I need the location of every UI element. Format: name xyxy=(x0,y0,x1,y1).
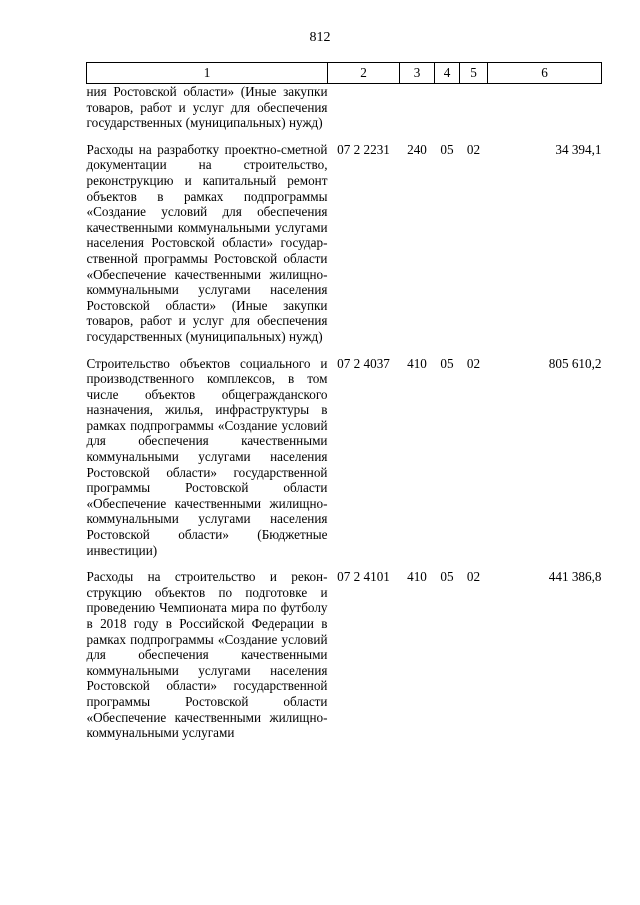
table-header-row xyxy=(87,63,602,84)
header-col-6: 6 xyxy=(488,63,602,84)
table-row xyxy=(87,142,602,356)
row-vr: 240 xyxy=(407,141,427,157)
row-description: Строительство объектов социального и производственного комплексов, в том числе объектов общегражданского назначения, жилья, инфраструктуры в рамках подпрограммы «Создание условий для обеспечения качественными коммунальными услугами населения Ростовской области» государственной программы Ростовской области «Обеспечение качественными жилищно-коммунальными услугами населения Ростовской области» (Бюджетные инвестиции) xyxy=(86,355,328,558)
row-amount: 805 610,2 xyxy=(548,355,602,371)
row-vr xyxy=(400,84,435,142)
row-code xyxy=(328,84,400,142)
header-col-5: 5 xyxy=(460,63,488,84)
header-col-4: 4 xyxy=(435,63,460,84)
table-row xyxy=(87,569,602,741)
row-rz: 05 xyxy=(440,569,454,585)
row-amount xyxy=(488,84,602,142)
row-pr xyxy=(460,84,488,142)
row-pr: 02 xyxy=(466,355,481,371)
row-code: 07 2 2231 xyxy=(337,141,390,157)
row-description: ния Ростовской области» (Иные закупки товаров, работ и услуг для обеспечения государственных (муниципальных) нужд) xyxy=(86,84,328,131)
budget-table xyxy=(86,62,602,741)
table-row xyxy=(87,356,602,570)
row-amount: 34 394,1 xyxy=(555,141,602,157)
row-description: Расходы на разработку проектно-сметной документации на строительство, реконструкцию и капитальный ремонт объектов в рамках подпрограммы «Создание условий для обеспечения качественными коммунальными услугами населения Ростовской области» государственной программы Ростовской области «Обеспечение качественными жилищно-коммунальными услугами населения Ростовской области» (Иные закупки товаров, работ и услуг для обеспечения государственных (муниципальных) нужд) xyxy=(86,141,328,344)
row-description: Расходы на строительство и реконструкцию объектов по подготовке и проведению Чемпионата мира по футболу в 2018 году в Российской Федерации в рамках подпрограммы «Создание условий для обеспечения качественными коммунальными услугами населения Ростовской области» государственной программы Ростовской области «Обеспечение качественными жилищно-коммунальными услугами xyxy=(86,569,328,741)
row-code: 07 2 4101 xyxy=(337,569,390,585)
row-rz: 05 xyxy=(440,141,454,157)
header-col-2: 2 xyxy=(328,63,400,84)
row-pr: 02 xyxy=(466,141,481,157)
row-rz: 05 xyxy=(440,355,454,371)
row-pr: 02 xyxy=(466,569,481,585)
row-vr: 410 xyxy=(407,569,427,585)
row-vr: 410 xyxy=(407,355,427,371)
row-code: 07 2 4037 xyxy=(337,355,390,371)
header-col-1: 1 xyxy=(87,63,328,84)
table-row xyxy=(87,84,602,142)
header-col-3: 3 xyxy=(400,63,435,84)
row-amount: 441 386,8 xyxy=(548,569,602,585)
row-rz xyxy=(435,84,460,142)
page-number: 812 xyxy=(309,30,331,45)
